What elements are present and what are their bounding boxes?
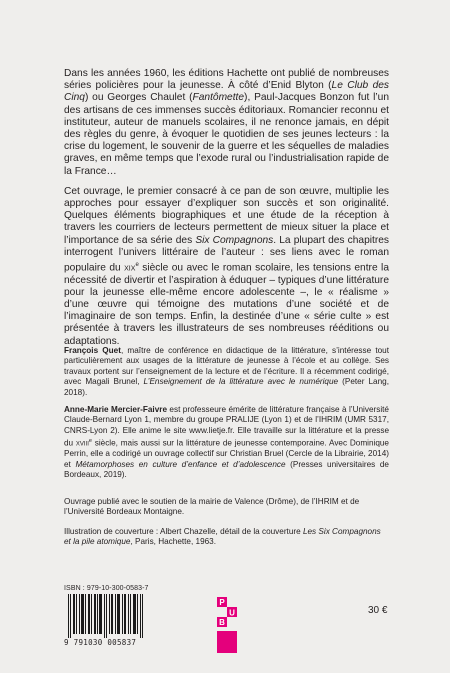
author-name: François Quet	[64, 346, 121, 355]
series-title-fantomette: Fantômette	[192, 92, 245, 104]
summary-text	[64, 68, 389, 356]
text-span: siècle ou avec le roman scolaire, les tensions entre la nécessité de divertir et l’aspiration à éduquer – typiques d’une littérature pour la jeunesse elle-même encore adolescente –, le « réalisme » d’une œuvre qui témoigne des mutations d’une société et de l’imaginaire de son temps. Enfin, la destinée d’une « série culte » est présentée à travers les illustrateurs de ses nombreuses rééditions ou adaptations.	[64, 262, 389, 347]
text-span: Illustration de couverture : Albert Chazelle, détail de la couverture	[64, 526, 303, 536]
author-bios	[64, 346, 389, 488]
series-title-six-compagnons: Six Compagnons	[195, 234, 274, 246]
century-numeral: xviii	[75, 438, 89, 448]
svg-text:B: B	[219, 618, 225, 627]
bio-francois-quet	[64, 346, 389, 398]
text-span: Cet ouvrage, le premier consacré à ce pan de son œuvre, multiplie les approches pour essayer d’expliquer son succès et son originalité. Quelques éléments biographiques et une étude de la réception à travers les courriers de lecteurs permettent de mieux situer la place et l’importance de sa série des	[64, 185, 389, 246]
text-span: . La plupart des chapitres interrogent l’univers littéraire de l’auteur : ses liens avec le roman populaire du	[64, 234, 389, 274]
text-span: ) ou Georges Chaulet (	[84, 92, 193, 104]
summary-paragraph-1	[64, 68, 389, 178]
pub-logo-icon	[217, 597, 237, 653]
barcode-icon	[64, 594, 150, 638]
century-suffix: e	[88, 438, 92, 445]
century-suffix: e	[135, 262, 139, 269]
text-span: ), Paul-Jacques Bonzon fut l’un des artisans de ces immenses succès éditoriaux. Romancier reconnu et instituteur, auteur de manuels scolaires, il ne renonce jamais, en dépit des règles du genre, à évoquer le quotidien de ses jeunes lecteurs : la crise du logement, le souvenir de la guerre et les séquelles de maladies graves, en même temps que l’exode rural ou l’industrialisation rapide de la France…	[64, 92, 389, 177]
text-span: , maître de conférence en didactique de la littérature, s’intéresse tout particulièrement aux usages de la littérature de jeunesse à l’école et au collège. Ses travaux portent sur l’enseignement de la lecture et de l’écriture. Il a récemment codirigé, avec Magali Brunel,	[64, 346, 389, 387]
text-span: (Presses universitaires de Bordeaux, 2019).	[64, 459, 389, 480]
svg-text:P: P	[219, 598, 225, 607]
book-title: L’Enseignement de la littérature avec le numérique	[143, 377, 339, 387]
text-span: est professeure émérite de littérature française à l’Université Claude-Bernard Lyon 1, membre du groupe PRALIJE (Lyon 1) et de l’IHRIM (UMR 5317, CNRS-Lyon 2). Elle anime le site www.lietje.fr. Elle travaille sur la littérature et la presse du	[64, 405, 389, 448]
price: 30 €	[368, 605, 388, 616]
text-span: siècle, mais aussi sur la littérature de jeunesse contemporaine. Avec Dominique Perrin, elle a codirigé un ouvrage collectif sur Christian Bruel (Cercle de la Librairie, 2014) et	[64, 438, 389, 469]
text-span: , Paris, Hachette, 1963.	[130, 537, 217, 547]
century-numeral: xix	[124, 262, 136, 274]
author-name: Anne-Marie Mercier-Faivre	[64, 405, 167, 415]
text-span: Dans les années 1960, les éditions Hachette ont publié de nombreuses séries policières pour la jeunesse. À côté d’Enid Blyton (	[64, 68, 389, 92]
bio-anne-marie-mercier-faivre	[64, 405, 389, 481]
summary-paragraph-2	[64, 186, 389, 348]
barcode-number: 9 791030 005837	[64, 638, 137, 647]
credits	[64, 497, 389, 557]
support-note: Ouvrage publié avec le soutien de la mairie de Valence (Drôme), de l’IHRIM et de l’Université Bordeaux Montaigne.	[64, 497, 360, 517]
book-title: Métamorphoses en culture d’enfance et d’adolescence	[75, 459, 286, 469]
text-span: (Peter Lang, 2018).	[64, 377, 389, 397]
illustration-credit	[64, 527, 389, 548]
cover-book-title: Les Six Compagnons et la pile atomique	[64, 526, 381, 547]
svg-text:U: U	[229, 608, 235, 618]
isbn-label: ISBN : 979-10-300-0583-7	[64, 585, 149, 592]
series-title-club: Le Club des Cinq	[64, 80, 389, 104]
